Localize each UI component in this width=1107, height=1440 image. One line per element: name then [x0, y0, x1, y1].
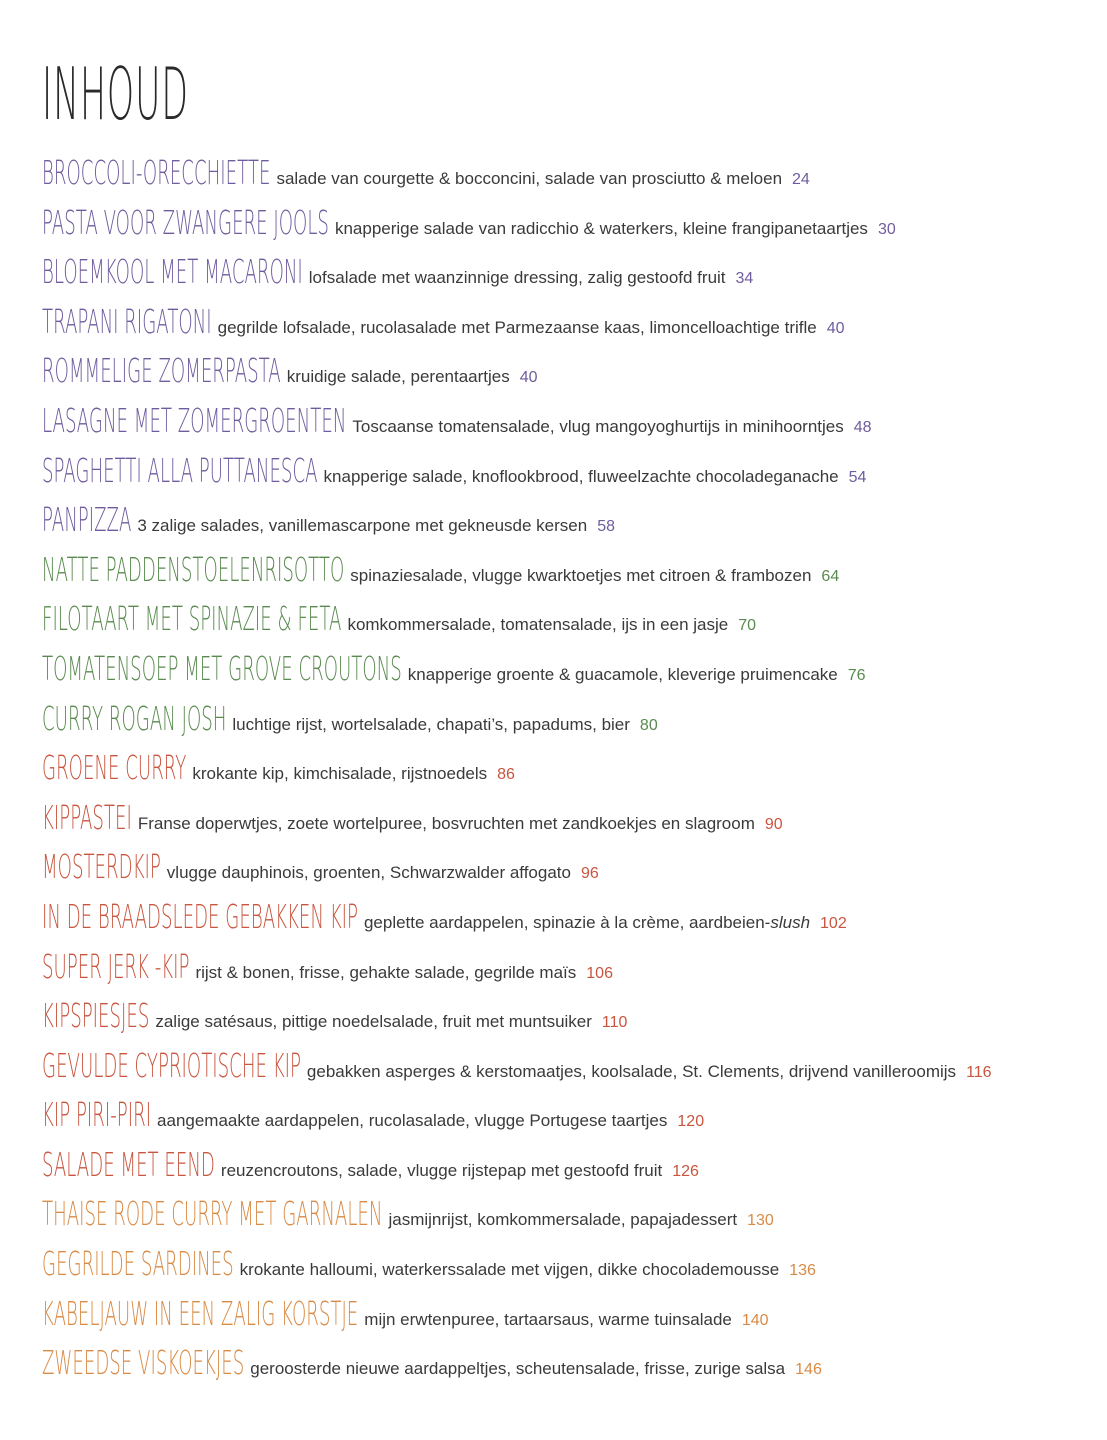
page-number: 146	[795, 1361, 822, 1379]
toc-entry[interactable]	[42, 351, 1092, 404]
menu-description: komkommersalade, tomatensalade, ijs in een jasje	[347, 615, 729, 635]
menu-description: geplette aardappelen, spinazie à la crème, aardbeien-	[363, 912, 771, 932]
dish-name: BLOEMKOOL MET MACARONI	[42, 252, 303, 292]
toc-entry[interactable]	[42, 847, 1092, 900]
dish-name: KIPSPIESJES	[42, 996, 150, 1036]
dish-name: TRAPANI RIGATONI	[42, 301, 212, 341]
dish-name-wrap	[42, 549, 350, 589]
dish-name: ZWEEDSE VISKOEKJES	[42, 1343, 245, 1383]
dish-name: SALADE MET EEND	[42, 1144, 215, 1184]
page-number: 40	[826, 319, 845, 337]
dish-name: MOSTERDKIP	[42, 847, 161, 887]
page-number: 126	[672, 1162, 699, 1180]
page-number: 80	[639, 716, 658, 734]
dish-name-wrap	[42, 1095, 157, 1135]
page-number: 136	[789, 1262, 816, 1280]
dish-name: PANPIZZA	[42, 500, 132, 540]
toc-entry[interactable]	[42, 648, 1092, 702]
dish-name: FILOTAART MET SPINAZIE & FETA	[42, 599, 342, 639]
page-number: 30	[877, 220, 896, 238]
page-title: INHOUD	[42, 52, 189, 136]
dish-name: GROENE CURRY	[42, 748, 187, 788]
page-number: 110	[601, 1014, 628, 1032]
table-of-contents	[42, 153, 1092, 1396]
dish-name-wrap	[42, 202, 335, 242]
toc-entry[interactable]	[42, 1343, 1092, 1396]
dish-name: KIPPASTEI	[42, 797, 132, 837]
page-number: 48	[853, 418, 872, 436]
menu-description: vlugge dauphinois, groenten, Schwarzwalder affogato	[166, 863, 571, 883]
toc-entry[interactable]	[42, 1244, 1092, 1297]
toc-entry[interactable]	[42, 797, 1092, 851]
menu-description: lofsalade met waanzinnige dressing, zalig gestoofd fruit	[308, 268, 726, 288]
dish-name: IN DE BRAADSLEDE GEBAKKEN KIP	[42, 896, 358, 936]
dish-name: GEVULDE CYPRIOTISCHE KIP	[42, 1045, 301, 1085]
menu-description-italic: slush	[770, 912, 811, 932]
dish-name-wrap	[42, 599, 347, 639]
menu-description: Franse doperwtjes, zoete wortelpuree, bosvruchten met zandkoekjes en slagroom	[137, 813, 755, 833]
menu-description: rijst & bonen, frisse, gehakte salade, gegrilde maïs	[195, 962, 577, 982]
toc-entry[interactable]	[42, 1095, 1092, 1148]
menu-description: reuzencroutons, salade, vlugge rijstepap met gestoofd fruit	[220, 1160, 663, 1180]
menu-description: Toscaanse tomatensalade, vlug mangoyoghurtijs in minihoorntjes	[352, 416, 844, 436]
dish-name: SUPER JERK -KIP	[42, 946, 190, 986]
dish-name-wrap	[42, 797, 138, 837]
dish-name-wrap	[42, 847, 167, 887]
toc-entry[interactable]	[42, 153, 1092, 206]
page-number: 24	[792, 171, 810, 188]
toc-entry[interactable]	[42, 500, 1092, 553]
page-number: 120	[677, 1113, 705, 1131]
toc-entry[interactable]	[42, 946, 1092, 1000]
dish-name: KIP PIRI-PIRI	[42, 1095, 152, 1135]
menu-description: knapperige salade, knoflookbrood, fluweelzachte chocoladeganache	[323, 466, 839, 486]
dish-name: LASAGNE MET ZOMERGROENTEN	[42, 400, 347, 440]
toc-entry[interactable]	[42, 896, 1092, 950]
toc-entry[interactable]	[42, 400, 1092, 454]
dish-name: THAISE RODE CURRY MET GARNALEN	[42, 1194, 383, 1234]
toc-entry[interactable]	[42, 1293, 1092, 1347]
toc-entry[interactable]	[42, 698, 1092, 752]
page-number: 70	[738, 617, 757, 635]
menu-description: kruidige salade, perentaartjes	[286, 367, 510, 387]
page-number: 86	[497, 766, 515, 784]
dish-name-wrap	[42, 1244, 240, 1284]
menu-description: knapperige groente & guacamole, kleverige pruimencake	[407, 664, 838, 684]
toc-entry[interactable]	[42, 1144, 1092, 1198]
dish-name-wrap	[42, 1144, 221, 1184]
dish-name-wrap	[42, 648, 408, 688]
menu-description: krokante kip, kimchisalade, rijstnoedels	[192, 764, 488, 784]
dish-name-wrap	[42, 450, 324, 490]
dish-name-wrap	[42, 252, 309, 292]
dish-name-wrap	[42, 1293, 364, 1333]
page-number: 116	[966, 1063, 992, 1081]
menu-description: 3 zalige salades, vanillemascarpone met gekneusde kersen	[137, 516, 588, 536]
page-number: 140	[741, 1311, 769, 1329]
toc-entry[interactable]	[42, 450, 1092, 504]
toc-entry[interactable]	[42, 996, 1092, 1049]
toc-entry[interactable]	[42, 599, 1092, 652]
page-number: 64	[821, 567, 840, 585]
menu-description: salade van courgette & bocconcini, salade van prosciutto & meloen	[276, 169, 783, 188]
menu-description: krokante halloumi, waterkerssalade met vijgen, dikke chocolademousse	[239, 1260, 780, 1280]
dish-name-wrap	[42, 500, 137, 540]
menu-description: zalige satésaus, pittige noedelsalade, fruit met muntsuiker	[155, 1012, 592, 1032]
dish-name-wrap	[42, 896, 364, 936]
page-number: 96	[580, 865, 599, 883]
dish-name-wrap	[42, 351, 287, 391]
menu-description: knapperige salade van radicchio & waterkers, kleine frangipanetaartjes	[334, 218, 868, 238]
dish-name: SPAGHETTI ALLA PUTTANESCA	[42, 450, 318, 490]
page-number: 106	[586, 964, 613, 982]
dish-name-wrap	[42, 400, 352, 440]
page-number: 90	[764, 815, 783, 833]
toc-entry[interactable]	[42, 301, 1092, 355]
toc-entry[interactable]	[42, 549, 1092, 603]
dish-name-wrap	[42, 1343, 250, 1383]
menu-description: mijn erwtenpuree, tartaarsaus, warme tuinsalade	[364, 1309, 732, 1329]
dish-name: TOMATENSOEP MET GROVE CROUTONS	[42, 648, 402, 688]
dish-name: ROMMELIGE ZOMERPASTA	[42, 351, 281, 391]
page-number: 130	[747, 1212, 774, 1230]
dish-name: NATTE PADDENSTOELENRISOTTO	[42, 549, 345, 589]
dish-name: PASTA VOOR ZWANGERE JOOLS	[42, 202, 329, 242]
page-number: 76	[847, 666, 866, 684]
toc-entry[interactable]	[42, 252, 1092, 305]
dish-name-wrap	[42, 748, 192, 788]
menu-description: luchtige rijst, wortelsalade, chapati’s, papadums, bier	[232, 714, 630, 734]
dish-name: GEGRILDE SARDINES	[42, 1244, 234, 1284]
dish-name-wrap	[42, 301, 218, 341]
dish-name: CURRY ROGAN JOSH	[42, 698, 227, 738]
page-number: 54	[848, 468, 867, 486]
dish-name: BROCCOLI-ORECCHIETTE	[42, 153, 271, 192]
dish-name: KABELJAUW IN EEN ZALIG KORSTJE	[42, 1293, 359, 1333]
dish-name-wrap	[42, 1194, 388, 1234]
menu-description: jasmijnrijst, komkommersalade, papajadessert	[388, 1210, 738, 1230]
menu-description: spinaziesalade, vlugge kwarktoetjes met citroen & frambozen	[350, 565, 812, 585]
page-number: 58	[597, 518, 615, 536]
dish-name-wrap	[42, 153, 276, 192]
menu-description: geroosterde nieuwe aardappeltjes, scheutensalade, frisse, zurige salsa	[250, 1359, 786, 1379]
dish-name-wrap	[42, 946, 195, 986]
toc-entry[interactable]	[42, 748, 1092, 801]
page-number: 34	[735, 270, 754, 288]
menu-description: gegrilde lofsalade, rucolasalade met Parmezaanse kaas, limoncelloachtige trifle	[217, 317, 817, 337]
dish-name-wrap	[42, 996, 155, 1036]
toc-entry[interactable]	[42, 202, 1092, 256]
menu-description: aangemaakte aardappelen, rucolasalade, vlugge Portugese taartjes	[157, 1111, 668, 1131]
toc-entry[interactable]	[42, 1194, 1092, 1247]
dish-name-wrap	[42, 698, 232, 738]
toc-entry[interactable]	[42, 1045, 1092, 1099]
page-number: 40	[519, 369, 538, 387]
menu-description: gebakken asperges & kerstomaatjes, koolsalade, St. Clements, drijvend vanilleroomijs	[306, 1061, 957, 1081]
dish-name-wrap	[42, 1045, 307, 1085]
page-number: 102	[820, 914, 847, 932]
